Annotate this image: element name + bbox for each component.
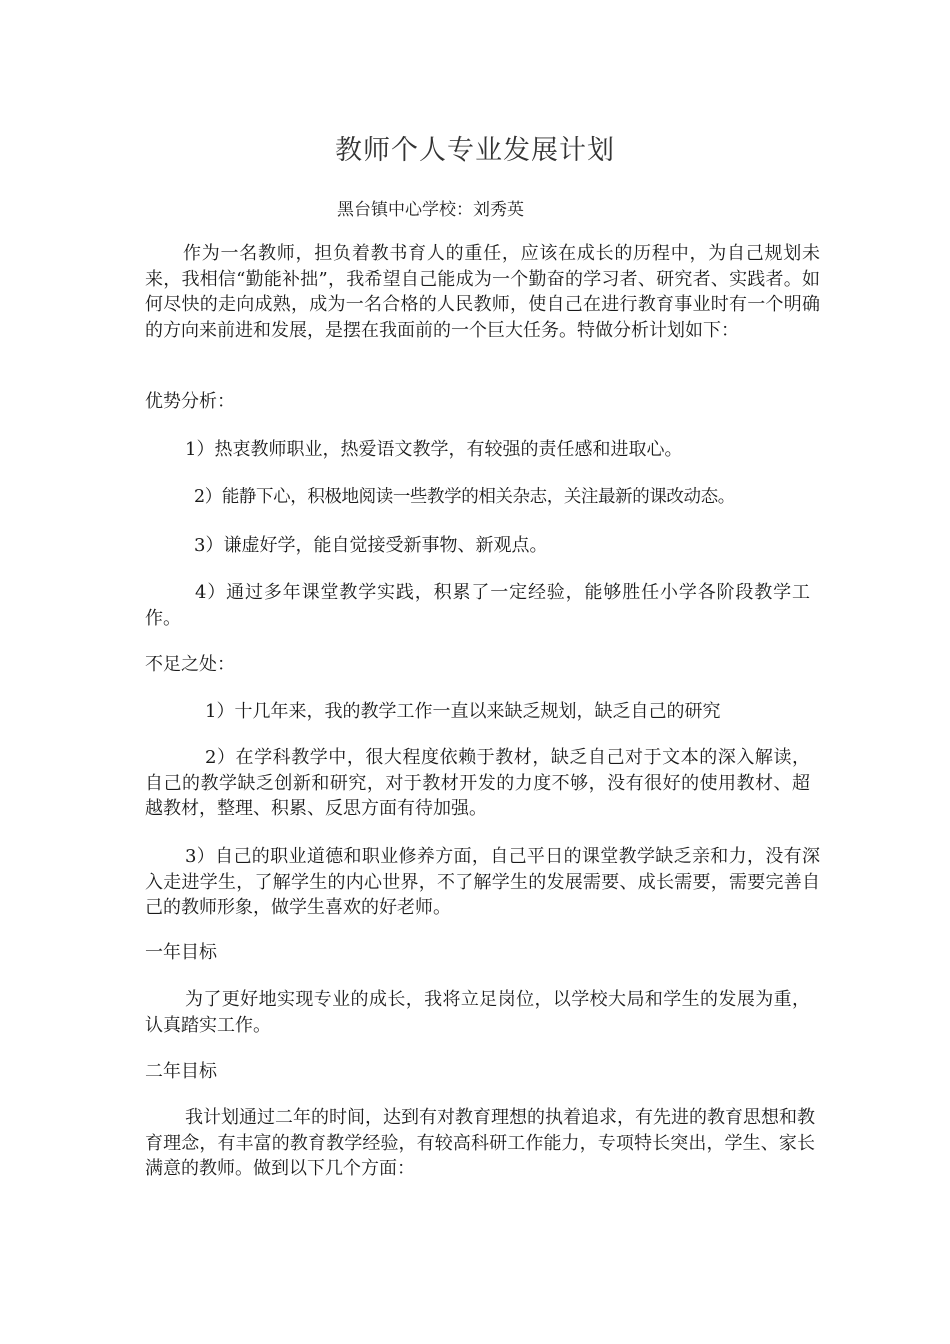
strength-item-4: 4）通过多年课堂教学实践，积累了一定经验，能够胜任小学各阶段教学工作。 [145, 582, 810, 629]
strengths-heading: 优势分析： [145, 391, 235, 412]
one-year-goal-heading: 一年目标 [145, 942, 217, 963]
two-year-goal-heading: 二年目标 [145, 1061, 217, 1082]
document-title: 教师个人专业发展计划 [335, 135, 615, 166]
weakness-item-1: 1）十几年来，我的教学工作一直以来缺乏规划，缺乏自己的研究 [205, 701, 721, 722]
document-author: 黑台镇中心学校：刘秀英 [337, 200, 524, 220]
intro-paragraph: 作为一名教师，担负着教书育人的重任，应该在成长的历程中，为自己规划未来，我相信“勤能补拙”，我希望自己能成为一个勤奋的学习者、研究者、实践者。如何尽快的走向成熟，成为一名合格的人民教师，使自己在进行教育事业时有一个明确的方向来前进和发展，是摆在我面前的一个巨大任务。特做分析计划如下： [145, 243, 820, 341]
weakness-item-2: 2）在学科教学中，很大程度依赖于教材，缺乏自己对于文本的深入解读，自己的教学缺乏创新和研究，对于教材开发的力度不够，没有很好的使用教材、超越教材，整理、积累、反思方面有待加强。 [145, 747, 810, 819]
weaknesses-heading: 不足之处： [145, 654, 235, 675]
strength-item-3: 3）谦虚好学，能自觉接受新事物、新观点。 [194, 535, 548, 556]
strength-item-2: 2）能静下心，积极地阅读一些教学的相关杂志，关注最新的课改动态。 [194, 487, 735, 507]
one-year-goal-text: 为了更好地实现专业的成长，我将立足岗位，以学校大局和学生的发展为重，认真踏实工作。 [145, 989, 810, 1036]
strength-item-1: 1）热衷教师职业，热爱语文教学，有较强的责任感和进取心。 [185, 439, 683, 460]
weakness-item-3: 3）自己的职业道德和职业修养方面，自己平日的课堂教学缺乏亲和力，没有深入走进学生，了解学生的内心世界，不了解学生的发展需要、成长需要，需要完善自己的教师形象，做学生喜欢的好老师。 [145, 846, 820, 918]
two-year-goal-text: 我计划通过二年的时间，达到有对教育理想的执着追求，有先进的教育思想和教育理念，有丰富的教育教学经验，有较高科研工作能力，专项特长突出，学生、家长满意的教师。做到以下几个方面： [145, 1107, 815, 1179]
